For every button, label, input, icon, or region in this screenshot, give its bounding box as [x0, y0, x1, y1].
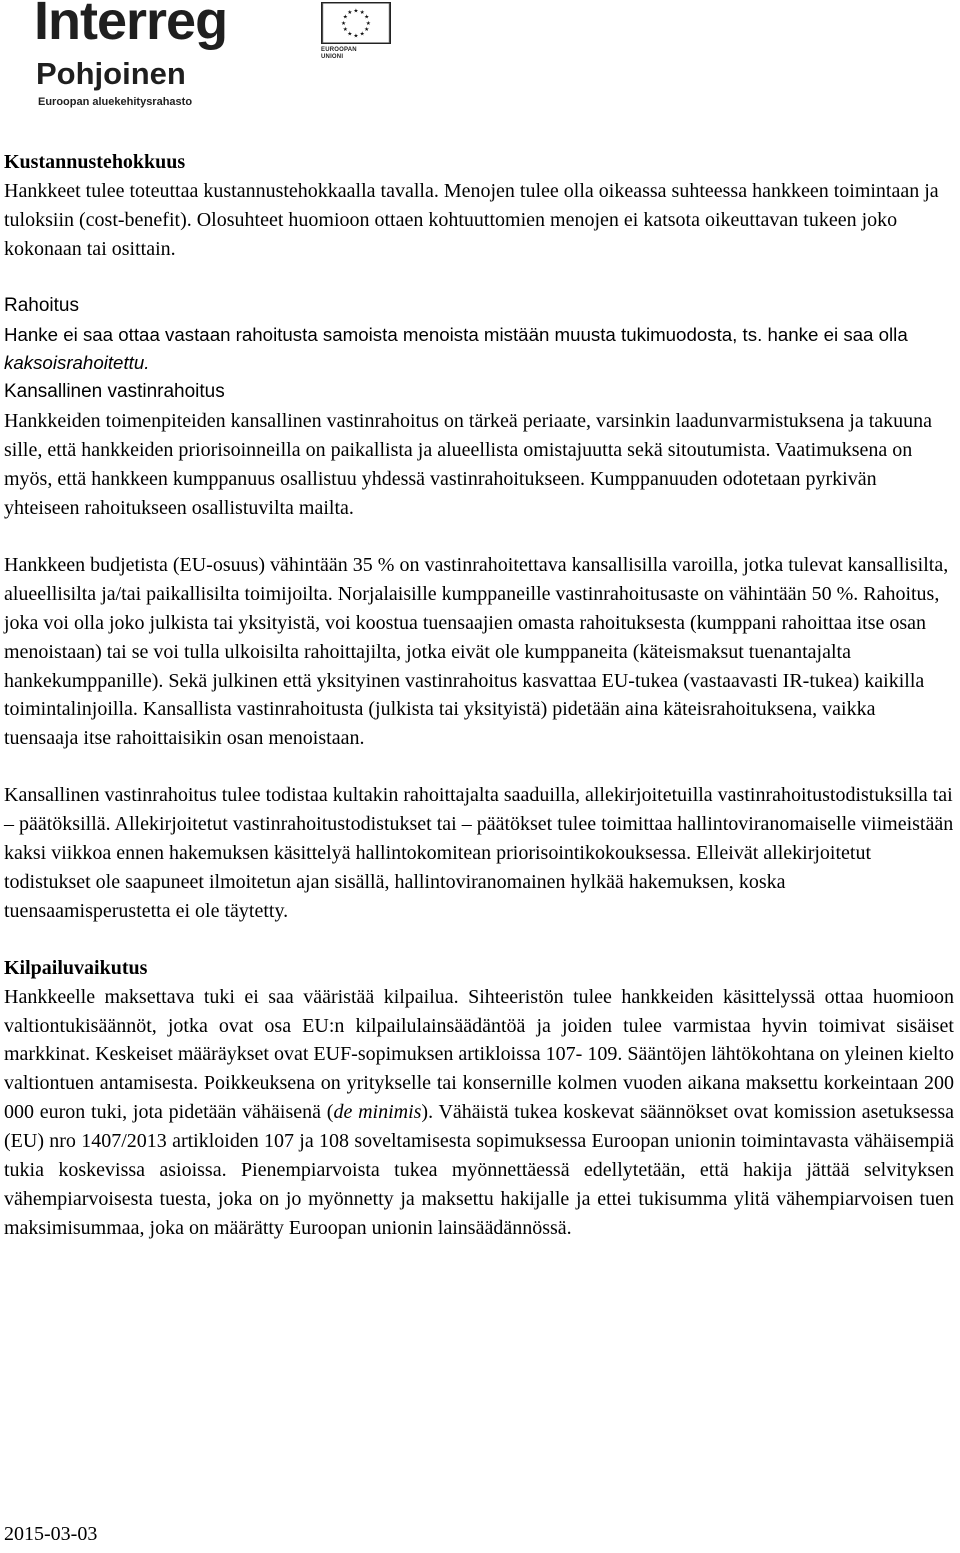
paragraph-gap — [4, 926, 954, 954]
section-rahoitus — [4, 292, 954, 379]
section-paragraph: Kansallinen vastinrahoitus tulee todistaa kultakin rahoittajalta saaduilla, allekirjoitetuilla vastinrahoitustodistuksilla tai – päätöksillä. Allekirjoitetut vastinrahoitustodistukset tai – päätökset tulee toimittaa hallintoviranomaiselle viimeistään kaksi viikkoa ennen hakemuksen käsittelyä hallintokomitean priorisointikokouksessa. Elleivät allekirjoitetut todistukset ole saapuneet ilmoitetun ajan sisällä, hallintoviranomainen hylkää hakemuksen, koska tuensaamisperustetta ei ole täytetty. — [4, 784, 954, 922]
eu-label-line2: UNIONI — [321, 54, 344, 60]
footer-date: 2015-03-03 — [4, 1523, 98, 1545]
paragraph-gap — [4, 753, 954, 781]
section-paragraph — [4, 983, 954, 1243]
paragraph-text: Hanke ei saa ottaa vastaan rahoitusta samoista menoista mistään muusta tukimuodosta, ts. hanke ei saa olla — [4, 323, 908, 345]
paragraph-italic-text: de minimis — [333, 1101, 422, 1124]
section-paragraph: Hankkeen budjetista (EU-osuus) vähintään 35 % on vastinrahoitettava kansallisilla varoilla, jotka tulevat kansallisilta, alueellisilta ja/tai paikallisilta toimijoilta. Norjalaisille kumppaneille vastinrahoitusaste on vähintään 50 %. Rahoitus, joka voi olla joko julkista tai yksityistä, voi koostua tuensaajien omasta rahoituksesta (kumppani rahoittaa itse osan menoistaan) tai se voi tulla ulkoisilta rahoittajilta, jotka eivät ole kumppaneita (käteismaksut tuenantajalta hankekumppanille). Sekä julkinen että yksityinen vastinrahoitus kasvattaa EU-tukea (vastaavasti IR-tukea) kaikilla toimintalinjoilla. Kansallista vastinrahoitusta (julkista tai yksityistä) pidetään aina käteisrahoituksena, vaikka tuensaaja itse rahoittaisikin osan menoistaan. — [4, 553, 949, 750]
section-todistus-paragraph — [4, 781, 954, 926]
eu-star-icon: ★ — [342, 14, 348, 21]
eu-star-icon: ★ — [364, 27, 370, 34]
eu-star-icon: ★ — [359, 31, 365, 38]
interreg-logo — [34, 0, 314, 120]
section-paragraph: Hankkeiden toimenpiteiden kansallinen vastinrahoitus on tärkeä periaate, varsinkin laadunvarmistuksena ja takuuna sille, että hankkeiden priorisoinneilla on paikallista ja alueellista omistajuutta sekä sitoutumista. Vaatimuksena on myös, että hankkeen kumppanuus osallistuu yhdessä vastinrahoitukseen. Kumppanuuden odotetaan pyrkivän yhteiseen rahoitukseen osallistuvilta mailta. — [4, 410, 933, 519]
eu-logo — [321, 2, 391, 70]
brand-name: Interreg — [34, 0, 228, 51]
section-kansallinen-vastinrahoitus — [4, 378, 954, 523]
paragraph-text: ). Vähäistä tukea koskevat säännökset ovat komission asetuksessa (EU) nro 1407/2013 artikloiden 107 ja 108 soveltamisesta sopimuksessa Euroopan unionin toimintavasta vähäisempiä tukia koskevissa asioissa. Pienempiarvoista tukea myönnettäessä edellytetään, että hakija jättää selvityksen vähempiarvoisesta tuesta, joka on jo myönnetty ja maksettu hakijalle ja ettei tukisumma ylitä vähempiarvoisen tuen maksimisummaa, joka on määrätty Euroopan unionin lainsäädännössä. — [4, 1101, 955, 1239]
eu-star-icon: ★ — [365, 20, 371, 27]
eu-star-icon: ★ — [364, 14, 370, 21]
brand-region: Pohjoinen — [36, 56, 186, 91]
eu-label-line1: EUROOPAN — [321, 47, 357, 53]
eu-star-icon: ★ — [359, 10, 365, 17]
paragraph-gap — [4, 264, 954, 292]
section-heading: Kilpailuvaikutus — [4, 956, 148, 979]
eu-star-icon: ★ — [342, 27, 348, 34]
section-kilpailuvaikutus — [4, 954, 954, 1243]
section-paragraph: Hankkeet tulee toteuttaa kustannustehokkaalla tavalla. Menojen tulee olla oikeassa suhteessa hankkeen toimintaan ja tuloksiin (cost-benefit). Olosuhteet huomioon ottaen kohtuuttomien menojen ei katsota oikeuttavan tukeen joko kokonaan tai osittain. — [4, 179, 939, 260]
paragraph-text: Hankkeelle maksettava tuki ei saa vääristää kilpailua. Sihteeristön tulee hankkeiden käsittelyssä ottaa huomioon valtiontukisäännöt, jotka ovat osa EU:n kilpailulainsäädäntöä ja joiden tulee varmistaa hyvin toimivat sisäiset markkinat. Keskeiset määräykset ovat EUF-sopimuksen artikloissa 107- 109. Sääntöjen lähtökohtana on yleinen kielto valtiontuen antamisesta. Poikkeuksena on yritykselle tai konsernille kolmen vuoden aikana maksettu korkeintaan 200 000 euron tuki, jota pidetään vähäisenä ( — [4, 985, 954, 1124]
eu-star-icon: ★ — [353, 33, 359, 40]
paragraph-gap — [4, 523, 954, 551]
section-heading: Rahoitus — [4, 294, 79, 316]
brand-tagline: Euroopan aluekehitysrahasto — [38, 96, 193, 108]
section-kustannustehokkuus — [4, 148, 954, 264]
eu-star-icon: ★ — [353, 8, 359, 15]
paragraph-italic-text: kaksoisrahoitettu. — [4, 352, 150, 374]
section-heading: Kustannustehokkuus — [4, 151, 186, 173]
section-budget-paragraph — [4, 551, 954, 753]
document-body — [4, 148, 954, 1243]
eu-flag-icon — [321, 2, 391, 44]
eu-star-icon: ★ — [341, 20, 347, 27]
eu-label — [321, 47, 357, 61]
eu-star-icon: ★ — [347, 31, 353, 38]
page-header — [34, 0, 414, 120]
eu-star-icon: ★ — [347, 10, 353, 17]
section-heading: Kansallinen vastinrahoitus — [4, 381, 225, 403]
section-paragraph — [4, 321, 954, 379]
